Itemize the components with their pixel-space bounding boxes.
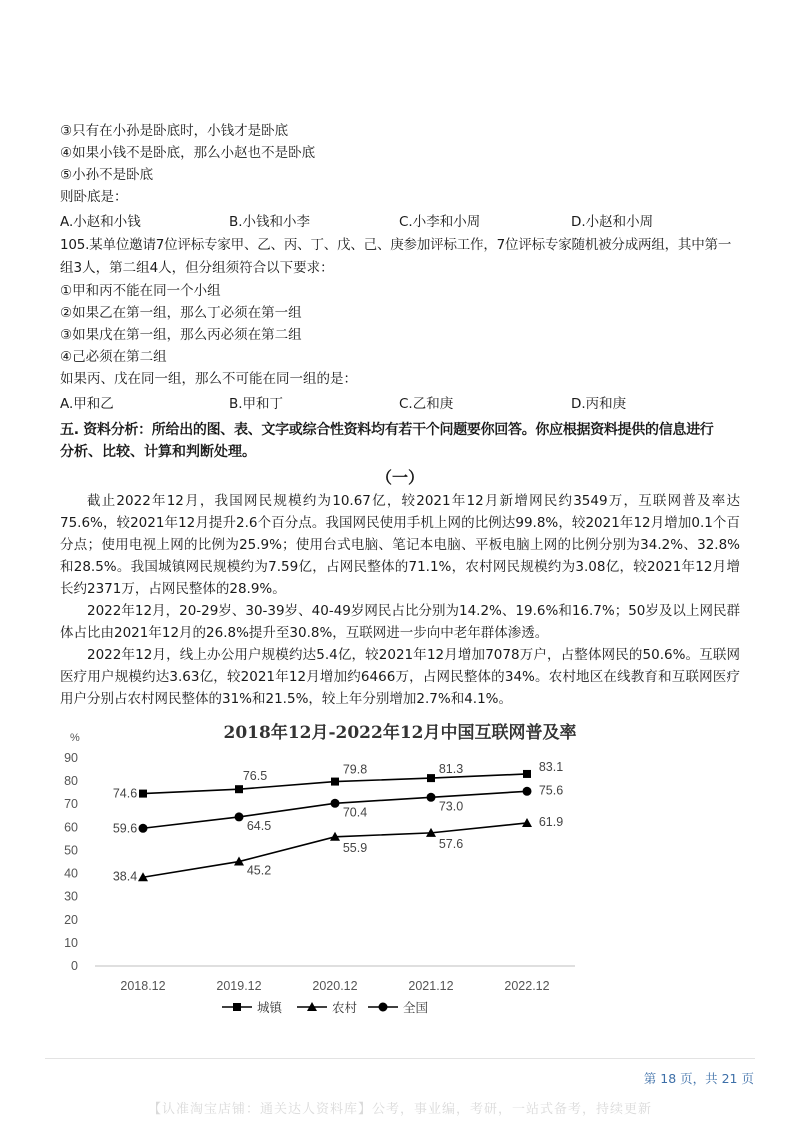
data-point-circle: [139, 824, 148, 833]
q105-option-a: A.甲和乙: [60, 396, 114, 412]
x-tick-label: 2018.12: [120, 979, 166, 993]
data-label: 38.4: [112, 869, 138, 884]
data-label: 55.9: [342, 840, 368, 855]
data-label: 45.2: [246, 863, 272, 878]
q105-question: 如果丙、戊在同一组，那么不可能在同一组的是：: [60, 371, 357, 387]
passage: [60, 490, 740, 710]
page-number: 第 18 页，共 21 页: [643, 1071, 754, 1086]
data-point-square: [139, 790, 147, 798]
data-point-circle: [331, 799, 340, 808]
q104-premise-5: ⑤小孙不是卧底: [60, 167, 154, 183]
q104-option-d: D.小赵和小周: [571, 214, 654, 230]
q105-option-b: B.甲和丁: [229, 396, 284, 412]
y-tick-label: 50: [64, 843, 78, 858]
series-line-triangle: [143, 823, 527, 877]
data-point-square: [235, 785, 243, 793]
chart-title: 2018年12月-2022年12月中国互联网普及率: [223, 723, 577, 743]
data-label: 64.5: [246, 818, 272, 833]
data-label: 81.3: [438, 762, 464, 777]
data-point-circle: [427, 793, 436, 802]
data-point-square: [427, 774, 435, 782]
passage-paragraph-1: 截止2022年12月，我国网民规模约为10.67亿，较2021年12月新增网民约3549万，互联网普及率达75.6%，较2021年12月提升2.6个百分点。我国网民使用手机上网的比例达99.8%，较2021年12月增加0.1个百分点；使用电视上网的比例为25.9%；使用台式电脑、笔记本电脑、平板电脑上网的比例分别为34.2%、32.8%和28.5%。我国城镇网民规模约为7.59亿，占网民整体的71.1%，农村网民规模约为3.08亿，较2021年12月增长约2371万，占网民整体的28.9%。: [60, 493, 740, 597]
data-point-square: [331, 778, 339, 786]
data-label: 79.8: [342, 762, 368, 777]
y-tick-label: 40: [64, 866, 78, 881]
passage-paragraph-2: 2022年12月，20-29岁、30-39岁、40-49岁网民占比分别为14.2%、19.6%和16.7%；50岁及以上网民群体占比由2021年12月的26.8%提升至30.8%，互联网进一步向中老年群体渗透。: [60, 603, 740, 641]
legend-label: 全国: [403, 1001, 429, 1015]
y-tick-label: 10: [64, 935, 78, 950]
data-label: 70.4: [342, 805, 368, 820]
data-label: 83.1: [538, 759, 564, 774]
footer-divider: [45, 1058, 755, 1059]
data-point-square: [523, 770, 531, 778]
legend-label: 城镇: [257, 1001, 283, 1015]
q105-option-d: D.丙和庚: [571, 396, 627, 412]
q105-stem-line-2: 组3人，第二组4人，但分组须符合以下要求：: [60, 260, 334, 276]
data-label: 75.6: [538, 783, 564, 798]
passage-paragraph-3: 2022年12月，线上办公用户规模约达5.4亿，较2021年12月增加7078万户，占整体网民的50.6%。互联网医疗用户规模约达3.63亿，较2021年12月增加约6466万，占网民整体的34%。农村地区在线教育和互联网医疗用户分别占农村网民整体的31%和21.5%，较上年分别增加2.7%和4.1%。: [60, 647, 740, 707]
q104-question: 则卧底是：: [60, 189, 128, 205]
section-5-instructions-line-2: 分析、比较、计算和判断处理。: [60, 444, 256, 460]
data-point-circle: [235, 812, 244, 821]
data-label: 73.0: [438, 799, 464, 814]
x-tick-label: 2021.12: [408, 979, 454, 993]
y-tick-label: 20: [64, 912, 78, 927]
y-tick-label: 60: [64, 820, 78, 835]
q105-condition-4: ④己必须在第二组: [60, 349, 167, 365]
x-tick-label: 2019.12: [216, 979, 262, 993]
data-label: 61.9: [538, 814, 564, 829]
x-tick-label: 2020.12: [312, 979, 358, 993]
y-tick-label: 80: [64, 774, 78, 789]
line-chart: [0, 725, 800, 1035]
q105-condition-2: ②如果乙在第一组，那么丁必须在第一组: [60, 305, 302, 321]
material-subheading: （一）: [375, 468, 424, 487]
data-label: 57.6: [438, 836, 464, 851]
q105-condition-1: ①甲和丙不能在同一个小组: [60, 283, 221, 299]
data-point-square: [233, 1003, 241, 1011]
x-tick-label: 2022.12: [504, 979, 550, 993]
section-5-instructions-line-1: 五. 资料分析：所给出的图、表、文字或综合性资料均有若干个问题要你回答。你应根据资料提供的信息进行: [60, 422, 714, 438]
q105-stem-line-1: 105.某单位邀请7位评标专家甲、乙、丙、丁、戊、己、庚参加评标工作，7位评标专家随机被分成两组，其中第一: [60, 237, 732, 253]
y-tick-label: 70: [64, 797, 78, 812]
q104-option-a: A.小赵和小钱: [60, 214, 141, 230]
q104-premise-4: ④如果小钱不是卧底，那么小赵也不是卧底: [60, 145, 316, 161]
watermark-text: 【认准淘宝店铺：通关达人资料库】公考，事业编，考研，一站式备考，持续更新: [147, 1102, 652, 1117]
series-line-circle: [143, 791, 527, 828]
q104-option-c: C.小李和小周: [399, 214, 481, 230]
data-point-circle: [379, 1003, 388, 1012]
q105-option-c: C.乙和庚: [399, 396, 454, 412]
q104-premise-3: ③只有在小孙是卧底时，小钱才是卧底: [60, 123, 289, 139]
data-label: 74.6: [112, 786, 138, 801]
y-tick-label: 90: [64, 751, 78, 765]
data-label: 76.5: [242, 769, 268, 784]
q105-condition-3: ③如果戊在第一组，那么丙必须在第二组: [60, 327, 302, 343]
data-point-circle: [523, 787, 532, 796]
data-point-triangle: [522, 818, 532, 827]
y-axis-unit-label: %: [70, 732, 80, 744]
data-label: 59.6: [112, 821, 138, 836]
legend-label: 农村: [332, 1001, 358, 1015]
q104-option-b: B.小钱和小李: [229, 214, 311, 230]
y-tick-label: 0: [71, 959, 78, 973]
y-tick-label: 30: [64, 889, 78, 904]
